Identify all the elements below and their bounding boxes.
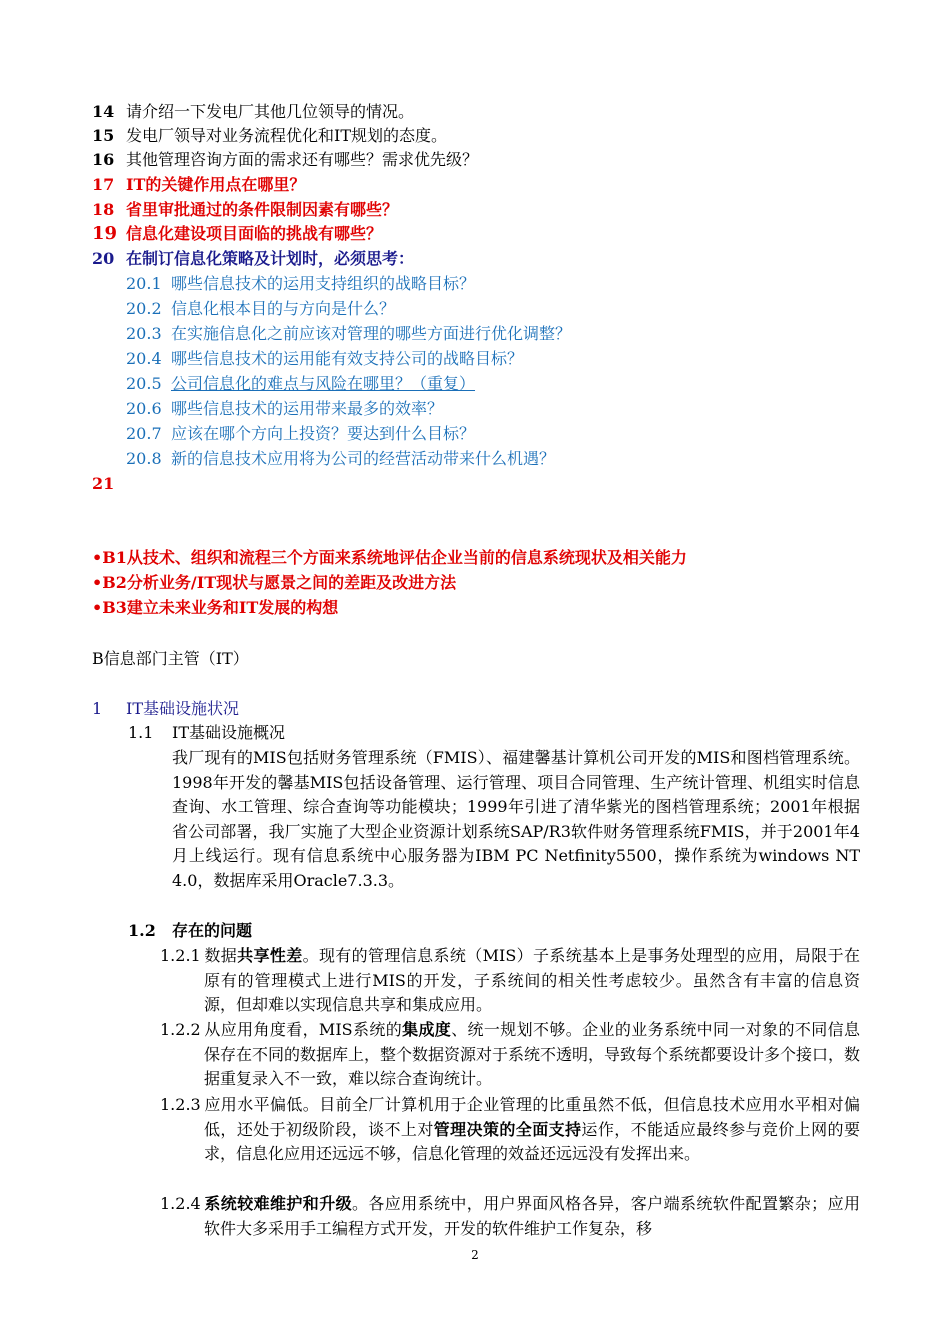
issue-1-2-4: 1.2.4 系统较难维护和升级。各应用系统中，用户界面风格各异，客户端系统软件配置繁杂；应用软件大多采用手工编程方式开发，开发的软件维护工作复杂，移	[160, 1194, 860, 1238]
sub-question-20-4: 20.4 哪些信息技术的运用能有效支持公司的战略目标？	[126, 349, 524, 368]
question-17: 17 IT的关键作用点在哪里？	[92, 175, 306, 194]
bullet-b2: •B2分析业务/IT现状与愿景之间的差距及改进方法	[92, 573, 457, 592]
sub-question-20-1: 20.1 哪些信息技术的运用支持组织的战略目标？	[126, 274, 476, 293]
bullet-b1: •B1从技术、组织和流程三个方面来系统地评估企业当前的信息系统现状及相关能力	[92, 548, 687, 567]
paragraph-1-1: 我厂现有的MIS包括财务管理系统（FMIS）、福建馨基计算机公司开发的MIS和图档管理系统。1998年开发的馨基MIS包括设备管理、运行管理、项目合同管理、生产统计管理、机组实时信息查询、水工管理、综合查询等功能模块；1999年引进了清华紫光的图档管理系统；2001年根据省公司部署，我厂实施了大型企业资源计划系统SAP/R3软件财务管理系统FMIS，并于2001年4月上线运行。现有信息系统中心服务器为IBM PC Netfinity5500，操作系统为windows NT 4.0，数据库采用Oracle7.3.3。	[172, 748, 860, 890]
bullet-b3: •B3建立未来业务和IT发展的构想	[92, 598, 339, 617]
question-14: 14 请介绍一下发电厂其他几位领导的情况。	[92, 102, 415, 121]
heading-1-1: 1.1 IT基础设施概况	[128, 723, 285, 742]
question-21: 21	[92, 474, 115, 493]
issue-1-2-3: 1.2.3 应用水平偏低。目前全厂计算机用于企业管理的比重虽然不低，但信息技术应用水平相对偏低，还处于初级阶段，谈不上对管理决策的全面支持运作，不能适应最终参与竞价上网的要求，信息化应用还远远不够，信息化管理的效益还远远没有发挥出来。	[160, 1095, 860, 1163]
question-15: 15 发电厂领导对业务流程优化和IT规划的态度。	[92, 126, 447, 145]
sub-question-20-8: 20.8 新的信息技术应用将为公司的经营活动带来什么机遇？	[126, 449, 556, 468]
question-20: 20 在制订信息化策略及计划时，必须思考：	[92, 249, 415, 268]
issue-1-2-1: 1.2.1 数据共享性差。现有的管理信息系统（MIS）子系统基本上是事务处理型的应用，局限于在原有的管理模式上进行MIS的开发，子系统间的相关性考虑较少。虽然含有丰富的信息资源，但却难以实现信息共享和集成应用。	[160, 946, 860, 1014]
sub-question-20-6: 20.6 哪些信息技术的运用带来最多的效率？	[126, 399, 444, 418]
question-19: 19 信息化建设项目面临的挑战有哪些？	[92, 223, 383, 244]
page-number: 2	[471, 1248, 479, 1262]
sub-question-20-5: 20.5 公司信息化的难点与风险在哪里？（重复）	[126, 374, 476, 393]
heading-1-2: 1.2 存在的问题	[128, 921, 253, 940]
sub-question-20-2: 20.2 信息化根本目的与方向是什么？	[126, 299, 396, 318]
sub-question-20-3: 20.3 在实施信息化之前应该对管理的哪些方面进行优化调整？	[126, 324, 572, 343]
section-title: B信息部门主管（IT）	[92, 649, 249, 668]
sub-question-20-7: 20.7 应该在哪个方向上投资？要达到什么目标？	[126, 424, 476, 443]
issue-1-2-2: 1.2.2 从应用角度看，MIS系统的集成度、统一规划不够。企业的业务系统中同一对象的不同信息保存在不同的数据库上，整个数据资源对于系统不透明，导致每个系统都要设计多个接口，数据重复录入不一致，难以综合查询统计。	[160, 1020, 861, 1088]
heading-1: 1 IT基础设施状况	[92, 699, 239, 718]
question-16: 16 其他管理咨询方面的需求还有哪些？需求优先级？	[92, 150, 479, 169]
question-18: 18 省里审批通过的条件限制因素有哪些？	[92, 200, 399, 219]
